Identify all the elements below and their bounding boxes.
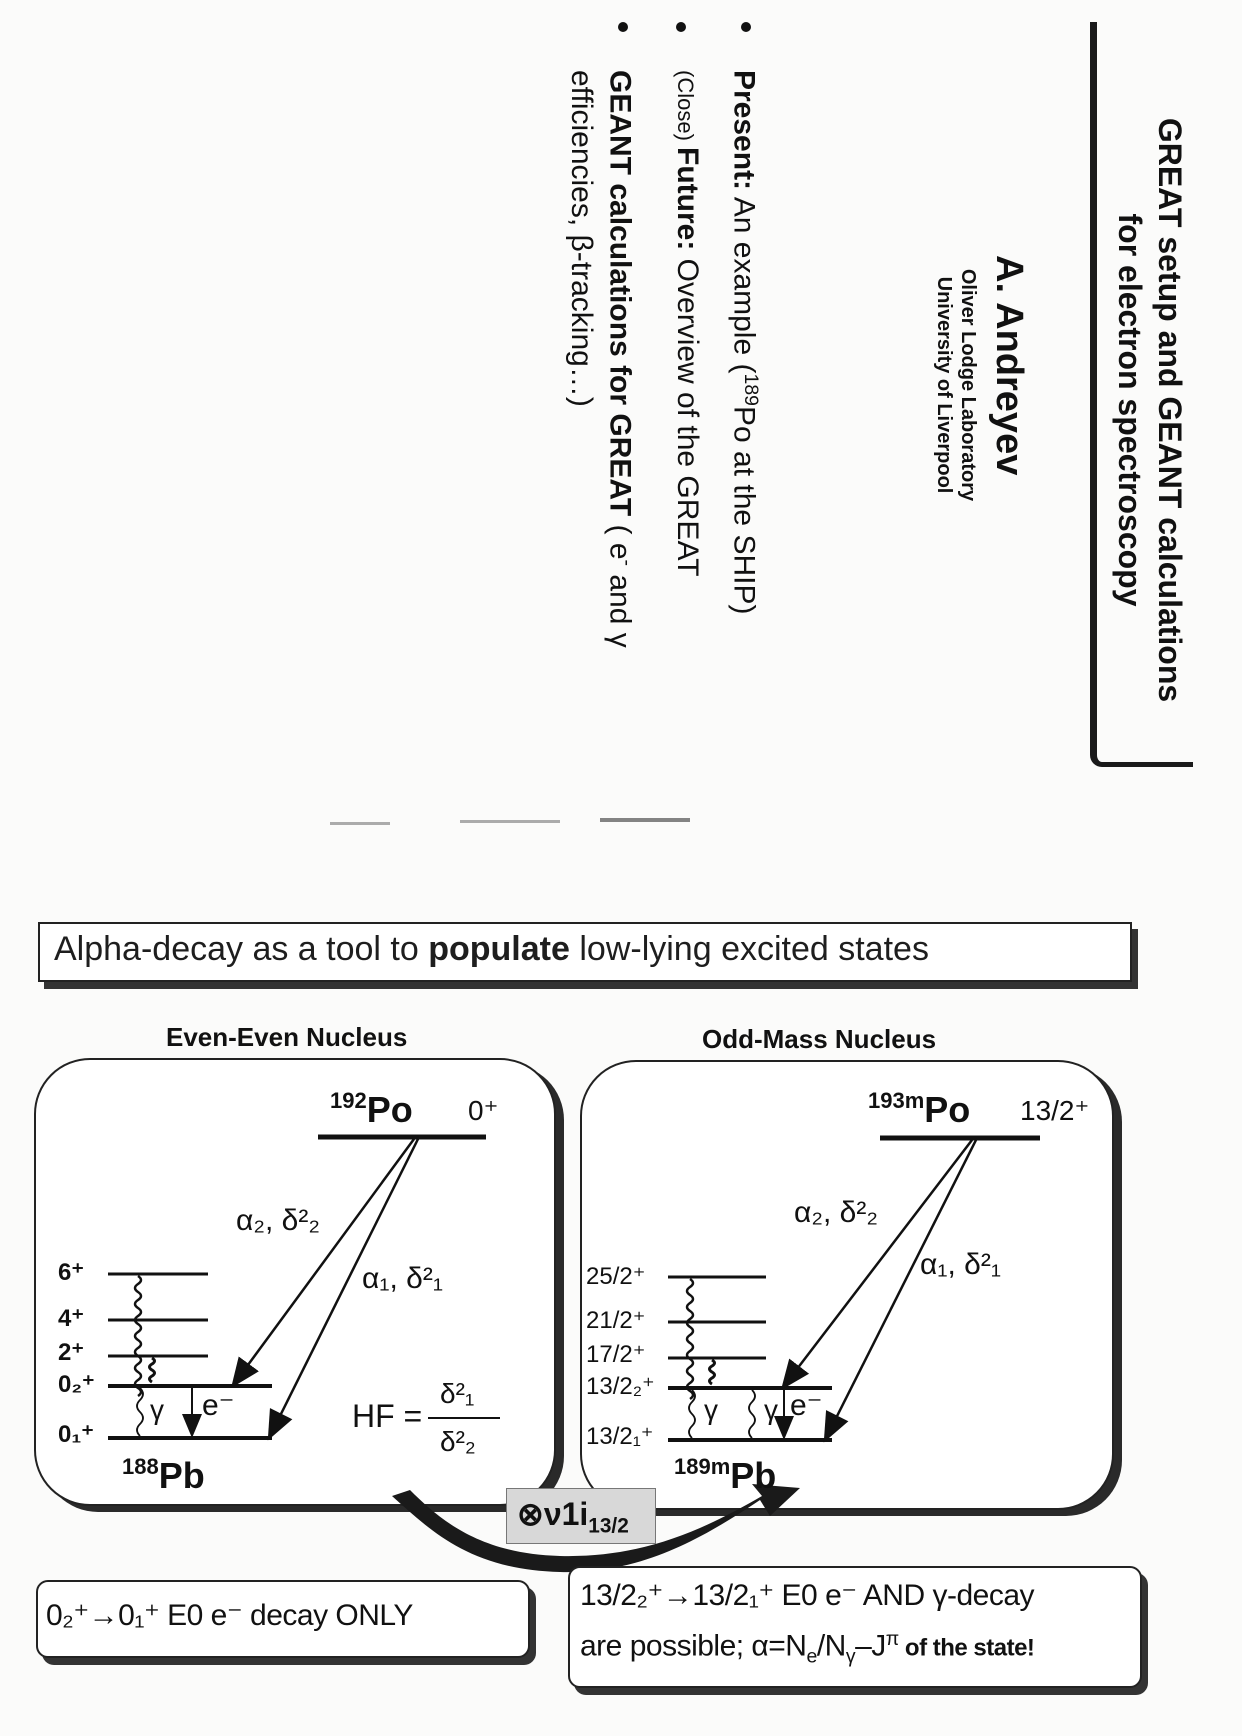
gamma-cascade [135,1276,141,1396]
title-line-2: for electron spectroscopy [1112,213,1148,607]
odd-alpha1-label: α₁, δ²₁ [920,1248,1001,1281]
odd-alpha1-arrow [826,1140,976,1438]
spin-label-21-2plus: 21/2⁺ [586,1307,646,1334]
spin-label-13-2-2plus: 13/2₂⁺ [586,1373,655,1400]
bullet-future: (Close) Future: Overview of the GREAT [671,70,704,577]
affiliation-lab: Oliver Lodge Laboratory [957,268,979,502]
odd-gamma-17-to-13 [710,1360,715,1384]
parent-nucleus-193mpo: $^{193m}$Po [868,1088,971,1130]
even-even-title: Even-Even Nucleus [166,1022,408,1052]
configuration-box [506,1488,656,1544]
odd-gamma-cascade [687,1279,693,1399]
hf-label: HF = [352,1398,423,1434]
odd-gamma2-label: γ [764,1394,778,1425]
parent-nucleus-192po: $^{192}$Po [330,1088,413,1130]
right-conclusion-line-1: 13/2₂⁺→13/2₁⁺ E0 e⁻ AND γ-decay [580,1579,1034,1612]
left-conclusion-box [36,1580,530,1658]
configuration-label: $\otimes\nu 1i_{13/2}$ [517,1496,629,1538]
hf-numerator: δ²₁ [440,1378,475,1409]
author-name: A. Andreyev [988,255,1030,476]
right-conclusion-line-2: are possible; $\alpha=N_e/N_\gamma-J^\pi$ of the state! [580,1628,1035,1668]
bullet-geant: GEANT calculations for GREAT ( e- and γ efficiencies, β-tracking…) [565,70,638,648]
bullet-present: Present: An example ($^{189}$Po at the SHIP) [727,70,762,615]
spin-label-2plus: 2⁺ [58,1339,85,1366]
title-line-1: GREAT setup and GEANT calculations [1152,117,1188,703]
daughter-nucleus-189mpb: $^{189m}$Pb [674,1454,777,1496]
odd-gamma-13-to-13-second [749,1390,755,1438]
odd-gamma-label: γ [704,1394,718,1425]
gamma-2-to-0 [150,1358,155,1382]
electron-label: e⁻ [202,1389,235,1422]
spin-label-0-1plus: 0₁⁺ [58,1421,94,1448]
odd-electron-label: e⁻ [790,1389,823,1422]
parent-spin-0plus: 0⁺ [468,1095,499,1126]
spin-label-0-2plus: 0₂⁺ [58,1371,95,1398]
spin-label-17-2plus: 17/2⁺ [586,1341,646,1368]
odd-mass-title: Odd-Mass Nucleus [702,1024,937,1054]
spin-label-13-2-1plus: 13/2₁⁺ [586,1423,654,1450]
odd-alpha2-label: α₂, δ²₂ [794,1196,878,1229]
affiliation-university: University of Liverpool [933,276,955,494]
daughter-nucleus-188pb: $^{188}$Pb [122,1454,205,1496]
alpha2-label: α₂, δ²₂ [236,1204,320,1237]
gamma-label: γ [150,1394,164,1425]
left-conclusion-text: 0₂⁺→0₁⁺ E0 e⁻ decay ONLY [46,1599,413,1632]
slide-headline: Alpha-decay as a tool to populate low-lying excited states [54,930,929,968]
spin-label-25-2plus: 25/2⁺ [586,1263,646,1290]
spin-label-6plus: 6⁺ [58,1259,85,1286]
spin-label-4plus: 4⁺ [58,1305,85,1332]
right-conclusion-box [568,1566,1142,1688]
hf-denominator: δ²₂ [440,1426,476,1457]
alpha1-label: α₁, δ²₁ [362,1262,443,1295]
parent-spin-13-2plus: 13/2⁺ [1020,1095,1090,1126]
